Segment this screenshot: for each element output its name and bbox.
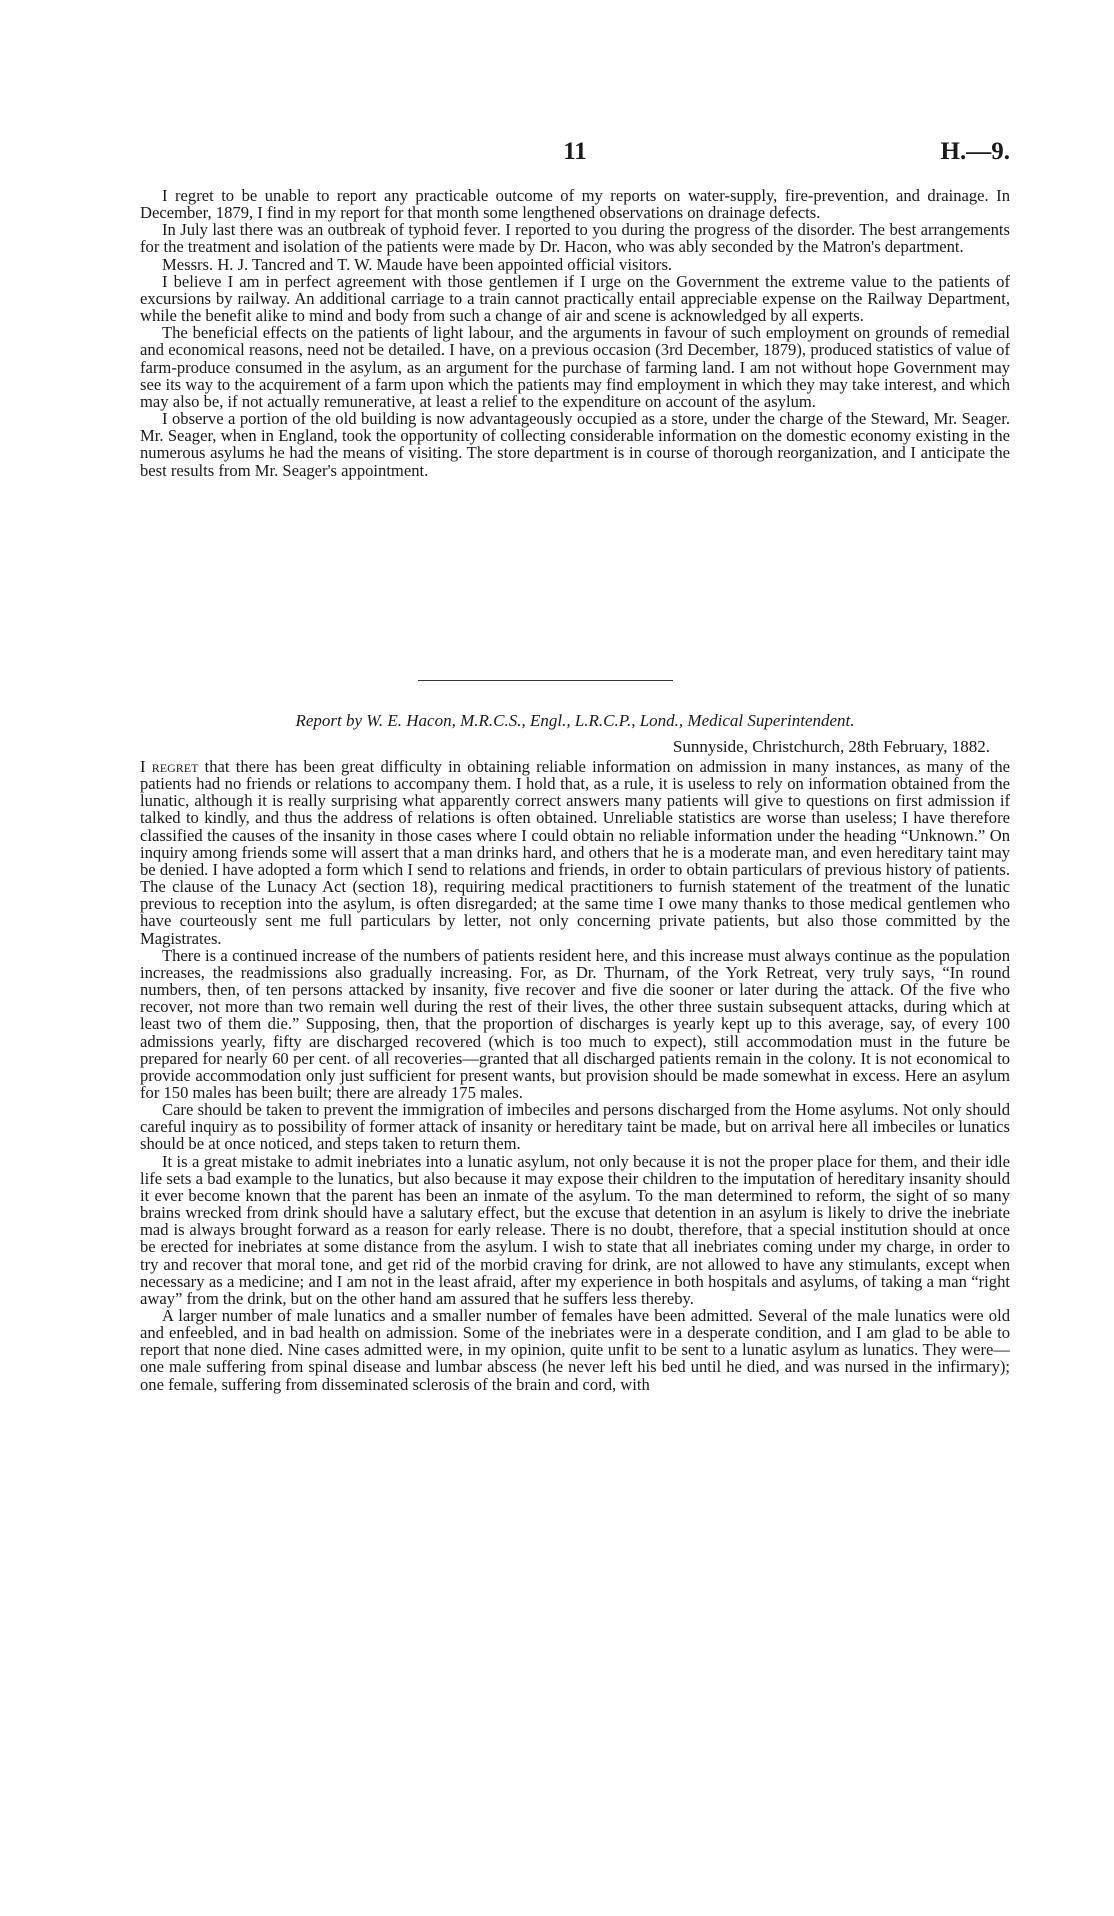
opening-paragraph-text: that there has been great difficulty in obtaining reliable information on admission in many instances, as many of the patients had no friends or relations to accompany them. I hold that, as a rule, it is useless to rely on information obtained from the lunatic, although it is really surprising what apparently correct answers many patients will give to questions on first admission if talked to kindly, and thus the address of relations is often obtained. Unreliable statistics are worse than useless; I have therefore classified the causes of the insanity in those cases where I could obtain no reliable information under the heading “Unknown.” On inquiry among friends some will assert that a man drinks hard, and others that he is a moderate man, and even hereditary taint may be denied. I have adopted a form which I send to relations and friends, in order to obtain particulars of previous history of patients. The clause of the Lunacy Act (section 18), requiring medical practitioners to furnish statement of the treatment of the lunatic previous to reception into the asylum, is often disregarded; at the same time I owe many thanks to those medical gentlemen who have courteously sent me full particulars by letter, not only concerning private patients, but also those committed by the Magistrates. (140, 757, 1010, 948)
report-dateline: Sunnyside, Christchurch, 28th February, 1882. (672, 737, 990, 756)
paragraph: I believe I am in perfect agreement with those gentlemen if I urge on the Government the extreme value to the patients of excursions by railway. An additional carriage to a train cannot practically entail appreciable expense on the Railway Department, while the benefit alike to mind and body from such a change of air and scene is acknowledged by all experts. (140, 271, 1010, 326)
paragraph: It is a great mistake to admit inebriates into a lunatic asylum, not only because it is not the proper place for them, and their idle life sets a bad example to the lunatics, but also because it may expose their children to the imputation of hereditary insanity should it ever become known that the parent has been an inmate of the asylum. To the man determined to reform, the sight of so many brains wrecked from drink should have a salutary effect, but the excuse that detention in an asylum is likely to drive the inebriate mad is always brought forward as a reason for early release. There is no doubt, therefore, that a special institution should at once be erected for inebriates at some distance from the asylum. I wish to state that all inebriates coming under my charge, in order to try and recover that moral tone, and get rid of the morbid craving for drink, are not allowed to have any stimulants, except when necessary as a medicine; and I am not in the least afraid, after my experience in both hospitals and asylums, of taking a man “right away” from the drink, but on the other hand am assured that he suffers less thereby. (140, 1151, 1010, 1308)
document-reference: H.—9. (940, 138, 1010, 165)
section-divider (418, 680, 673, 681)
paragraph: A larger number of male lunatics and a smaller number of females have been admitted. Several of the male lunatics were old and enfeebled, and in bad health on admission. Some of the inebriates were in a desperate condition, and I am glad to be able to report that none died. Nine cases admitted were, in my opinion, quite unfit to be sent to a lunatic asylum as lunatics. They were—one male suffering from spinal disease and lumbar abscess (he never left his bed until he died, and was nursed in the infirmary); one female, suffering from disseminated sclerosis of the brain and cord, with (140, 1306, 1010, 1394)
paragraph: The beneficial effects on the patients of light labour, and the arguments in favour of such employment on grounds of remedial and economical reasons, need not be detailed. I have, on a previous occasion (3rd December, 1879), produced statistics of value of farm-produce consumed in the asylum, as an argument for the purchase of farming land. I am not without hope Government may see its way to the acquirement of a farm upon which the patients may find employment in which they may take interest, and which may also be, if not actually remunerative, at least a relief to the expenditure on account of the asylum. (140, 323, 1010, 411)
paragraph: Messrs. H. J. Tancred and T. W. Maude have been appointed official visitors. (162, 254, 673, 274)
opening-words: I regret (140, 757, 199, 776)
opening-paragraph (140, 758, 1010, 947)
superintendent-report-section (140, 758, 1010, 1393)
paragraph: I regret to be unable to report any practicable outcome of my reports on water-supply, fire-prevention, and drainage. In December, 1879, I find in my report for that month some lengthened observations on drainage defects. (140, 186, 1010, 223)
page-header (140, 138, 1010, 168)
paragraph: In July last there was an outbreak of typhoid fever. I reported to you during the progress of the disorder. The best arrangements for the treatment and isolation of the patients were made by Dr. Hacon, who was ably seconded by the Matron's department. (140, 220, 1010, 257)
commissioner-report-section (140, 187, 1010, 479)
paragraph: There is a continued increase of the numbers of patients resident here, and this increase must always continue as the population increases, the readmissions also gradually increasing. For, as Dr. Thurnam, of the York Retreat, very truly says, “In round numbers, then, of ten persons attacked by insanity, five recover and five die sooner or later during the attack. Of the five who recover, not more than two remain well during the rest of their lives, the other three sustain subsequent attacks, during which at least two of them die.” Supposing, then, that the proportion of discharges is yearly kept up to this average, say, of every 100 admissions yearly, fifty are discharged recovered (which is too much to expect), still accommodation must in the future be prepared for nearly 60 per cent. of all recoveries—granted that all discharged patients remain in the colony. It is not economical to provide accommodation only just sufficient for present wants, but provision should be made somewhat in excess. Here an asylum for 150 males has been built; there are already 175 males. (140, 945, 1010, 1102)
page-number: 11 (563, 138, 587, 165)
paragraph: Care should be taken to prevent the immigration of imbeciles and persons discharged from the Home asylums. Not only should careful inquiry as to possibility of former attack of insanity or hereditary taint be made, but on arrival here all imbeciles or lunatics should be at once noticed, and steps taken to return them. (140, 1100, 1010, 1154)
report-title: Report by W. E. Hacon, M.R.C.S., Engl., L.R.C.P., Lond., Medical Superintendent. (295, 711, 855, 730)
paragraph: I observe a portion of the old building is now advantageously occupied as a store, under the charge of the Steward, Mr. Seager. Mr. Seager, when in England, took the opportunity of collecting considerable information on the domestic economy existing in the numerous asylums he had the means of visiting. The store department is in course of thorough reorganization, and I anticipate the best results from Mr. Seager's appointment. (140, 409, 1010, 480)
